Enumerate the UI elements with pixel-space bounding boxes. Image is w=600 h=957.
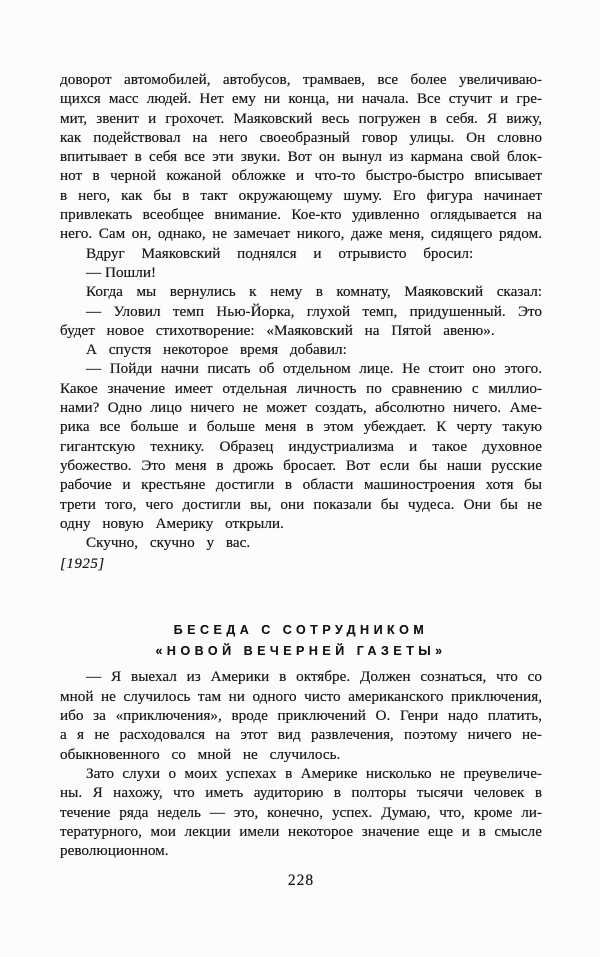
text-line: рабочие и крестьяне достигли в области машиностроения хотя бы <box>60 476 542 494</box>
text-block <box>60 70 542 890</box>
text-line: убожество. Это меня в дрожь бросает. Вот если бы наши русские <box>60 456 542 474</box>
text-line: нами? Одно лицо ничего не может создать, абсолютно ничего. Аме- <box>60 399 542 417</box>
text-line: в него, как бы в такт окружающему шуму. Его фигура начинает <box>60 186 542 204</box>
article-body <box>60 667 542 860</box>
article-title-line-2: «НОВОЙ ВЕЧЕРНЕЙ ГАЗЕТЫ» <box>155 644 447 659</box>
text-line: нот в черной кожаной обложке и что-то быстро-быстро вписывает <box>60 167 542 185</box>
text-line: мной не случилось там ни одного чисто американского приключения, <box>60 687 542 705</box>
text-line: него. Сам он, однако, не замечает никого, даже меня, сидящего рядом. <box>60 225 542 243</box>
text-line: доворот автомобилей, автобусов, трамваев, все более увеличиваю- <box>60 71 542 88</box>
text-line: впитывает в себя все эти звуки. Вот он вынул из кармана свой блок- <box>60 148 542 166</box>
text-line: одну новую Америку открыли. <box>60 514 284 532</box>
text-line: революционном. <box>60 842 169 860</box>
text-line: будет новое стихотворение: «Маяковский на Пятой авеню». <box>60 321 495 339</box>
text-line: гигантскую технику. Образец индустриализма и такое духовное <box>60 437 542 455</box>
text-line: — Пойди начни писать об отдельном лице. Не стоит оно этого. <box>86 360 542 378</box>
text-line: Зато слухи о моих успехах в Америке нисколько не преувеличе- <box>86 764 542 782</box>
text-line: — Я выехал из Америки в октябре. Должен сознаться, что со <box>86 668 542 686</box>
article-end <box>60 70 542 574</box>
text-line: щихся масс людей. Нет ему ни конца, ни начала. Все стучит и гре- <box>60 90 542 108</box>
date-stamp: [1925] <box>60 556 105 573</box>
text-line: рика все больше и больше меня в этом убеждает. К черту такую <box>60 418 542 436</box>
text-line: трети того, чего достигли вы, они показали бы чудеса. Они бы не <box>60 495 542 513</box>
page-number: 228 <box>287 872 315 890</box>
article-heading <box>60 620 542 662</box>
text-line: Скучно, скучно у вас. <box>86 534 251 552</box>
text-line: ны. Я нахожу, что иметь аудиторию в полторы тысячи человек в <box>60 784 542 802</box>
text-line: мит, звенит и грохочет. Маяковский весь погружен в себя. Я вижу, <box>60 109 542 127</box>
article-title-line-1: БЕСЕДА С СОТРУДНИКОМ <box>173 623 429 638</box>
text-line: тературного, мои лекции имели некоторое значение еще и в смысле <box>60 822 542 840</box>
text-line: ибо за «приключения», вроде приключений О. Генри надо платить, <box>60 707 542 725</box>
text-line: течение ряда недель — это, конечно, успех. Думаю, что, кроме ли- <box>60 803 542 821</box>
text-line: а я не расходовался на этот вид развлечения, поэтому ничего не- <box>60 726 542 744</box>
text-line: А спустя некоторое время добавил: <box>86 341 347 359</box>
text-line: обыкновенного со мной не случилось. <box>60 745 341 763</box>
text-line: как подействовал на него своеобразный говор улицы. Он словно <box>60 128 542 146</box>
text-line: — Пошли! <box>86 263 157 281</box>
text-line: Какое значение имеет отдельная личность по сравнению с миллио- <box>60 379 542 397</box>
text-line: — Уловил темп Нью-Йорка, глухой темп, придушенный. Это <box>86 302 542 320</box>
text-line: Когда мы вернулись к нему в комнату, Маяковский сказал: <box>86 283 542 301</box>
text-line: Вдруг Маяковский поднялся и отрывисто бросил: <box>86 244 474 262</box>
text-line: привлекать всеобщее внимание. Кое-кто удивленно оглядывается на <box>60 206 542 224</box>
